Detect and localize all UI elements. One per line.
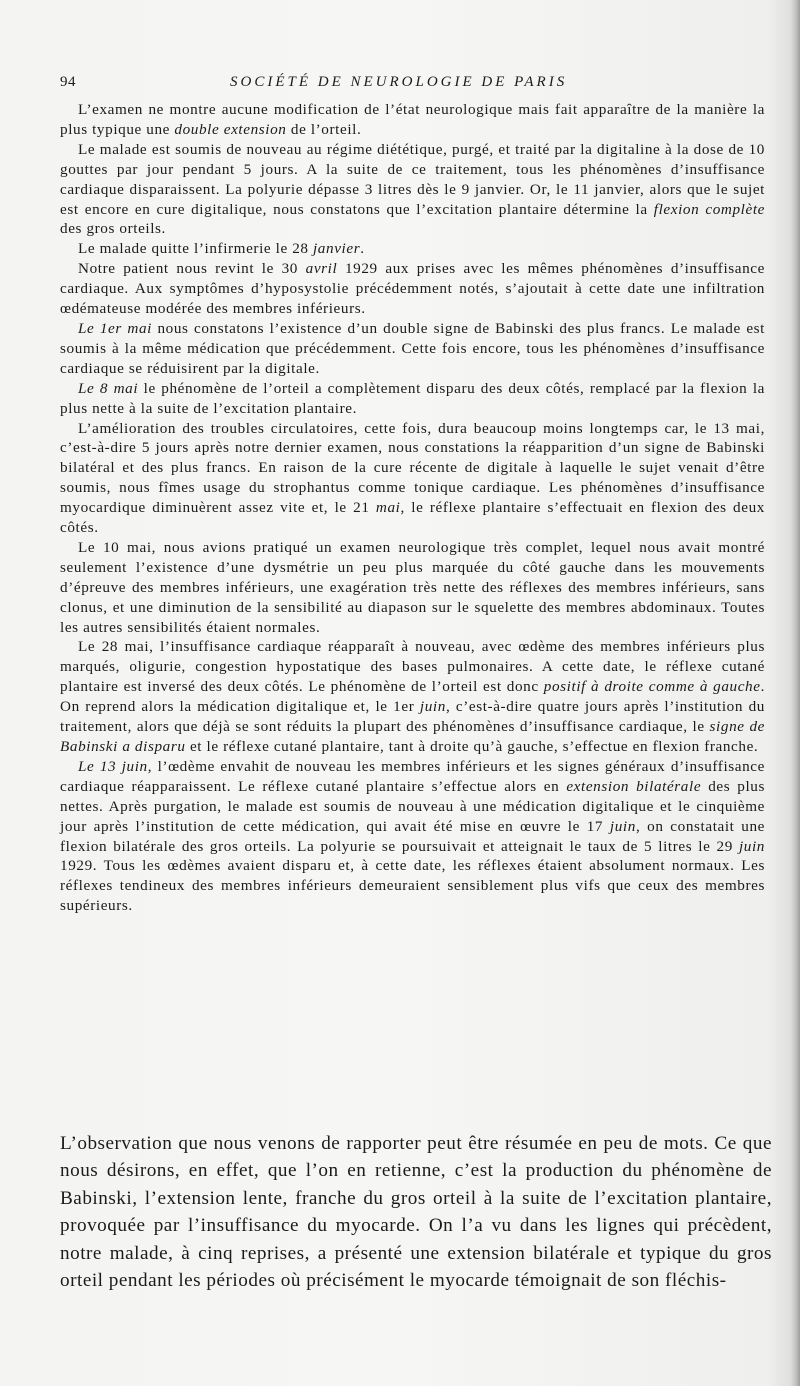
text-segment: , c’est-à-dire quatre jours après l’institution du traitement, alors que déjà se sont réduits la plupart des phénomènes d’insuffisance cardiaque, le xyxy=(60,698,765,736)
text-segment: , l’œdème envahit de nouveau les membres inférieurs et les signes généraux d’insuffisance cardiaque réapparaissent. Le réflexe cutané plantaire s’effectue alors en xyxy=(60,757,765,795)
italic-segment: flexion complète xyxy=(653,200,766,218)
paragraph-1 xyxy=(60,100,765,140)
italic-segment: positif à droite comme à gauche xyxy=(543,678,761,696)
italic-segment: Le 8 mai xyxy=(78,379,139,397)
text-segment: des gros orteils. xyxy=(60,220,166,238)
paragraph-9 xyxy=(60,637,765,756)
text-segment: et le réflexe cutané plantaire, tant à droite qu’à gauche, s’effectue en flexion franche. xyxy=(185,738,759,755)
paragraph-6 xyxy=(60,379,765,419)
text-segment: . On reprend alors la médication digitalique et, le 1er xyxy=(60,678,765,716)
italic-segment: juin xyxy=(738,837,765,855)
paragraph-4 xyxy=(60,259,765,319)
italic-segment: Le 1er mai xyxy=(78,319,152,337)
text-segment: Le 28 mai, l’insuffisance cardiaque réapparaît à nouveau, avec œdème des membres inférieurs plus marqués, oligurie, congestion hypostatique des bases pulmonaires. A cette date, le réflexe cutané plantaire est inversé des deux côtés. Le phénomène de l’orteil est donc xyxy=(60,638,765,696)
text-segment: Notre patient nous revint le 30 xyxy=(78,260,306,278)
italic-segment: juin xyxy=(419,698,446,716)
italic-segment: avril xyxy=(305,260,338,278)
italic-segment: extension bilatérale xyxy=(566,777,702,795)
paragraph-5 xyxy=(60,319,765,379)
running-head: SOCIÉTÉ DE NEUROLOGIE DE PARIS xyxy=(230,74,568,90)
text-segment: 1929. Tous les œdèmes avaient disparu et, à cette date, les réflexes étaient absolument normaux. Les réflexes tendineux des membres inférieurs demeuraient sensiblement plus vifs que ceux des membres supérieurs. xyxy=(60,857,765,915)
text-segment: Le malade quitte l’infirmerie le 28 xyxy=(78,240,313,258)
italic-segment: Le 13 juin xyxy=(78,757,148,775)
text-segment: L’amélioration des troubles circulatoires, cette fois, dura beaucoup moins longtemps car, le 13 mai, c’est-à-dire 5 jours après notre dernier examen, nous constations la réapparition d’un signe de Babinski bilatéral et des plus francs. En raison de la cure récente de digitale à laquelle le sujet venait d’être soumis, nous fîmes usage du strophantus comme tonique cardiaque. Les phénomènes d’insuffisance myocardique diminuèrent assez vite et, le 21 xyxy=(60,419,765,517)
text-segment: 1929 aux prises avec les mêmes phénomènes d’insuffisance cardiaque. Aux symptômes d’hyposystolie précédemment notés, s’ajoutait à cette date une infiltration œdémateuse modérée des membres inférieurs. xyxy=(60,260,765,318)
text-segment: Le malade est soumis de nouveau au régime diététique, purgé, et traité par la digitaline à la dose de 10 gouttes par jour pendant 5 jours. A la suite de ce traitement, tous les phénomènes d’insuffisance cardiaque disparaissent. La polyurie dépasse 3 litres dès le 9 janvier. Or, le 11 janvier, alors que le sujet est encore en cure digitalique, nous constatons que l’excitation plantaire détermine la xyxy=(60,140,765,218)
text-segment: de l’orteil. xyxy=(286,120,362,138)
paragraph-3 xyxy=(60,239,765,259)
italic-segment: signe de Babinski a disparu xyxy=(60,718,766,755)
paragraph-2 xyxy=(60,140,765,240)
italic-segment: janvier xyxy=(312,240,361,258)
italic-segment: juin xyxy=(609,817,636,835)
page-edge-shadow xyxy=(790,0,800,1386)
text-segment: Le 10 mai, nous avions pratiqué un examen neurologique très complet, lequel nous avait montré seulement l’existence d’une dysmétrie un peu plus marquée du côté gauche dans les mouvements d’épreuve des membres inférieurs, une exagération très nette des réflexes des membres inférieurs, sans clonus, et une diminution de la sensibilité au diapason sur le squelette des membres abdominaux. Toutes les autres sensibilités étaient normales. xyxy=(60,538,765,636)
text-segment: L’examen ne montre aucune modification de l’état neurologique mais fait apparaître de la manière la plus typique une xyxy=(60,101,765,138)
text-segment: , le réflexe plantaire s’effectuait en flexion des deux côtés. xyxy=(60,499,765,537)
text-segment: , on constatait une flexion bilatérale des gros orteils. La polyurie se poursuivait et atteignait le taux de 5 litres le 29 xyxy=(60,817,766,855)
summary-paragraph xyxy=(60,1130,772,1294)
text-segment: . xyxy=(360,240,365,258)
page-header xyxy=(60,74,760,94)
paragraph-10 xyxy=(60,757,765,916)
italic-segment: mai xyxy=(375,499,401,517)
text-segment: le phénomène de l’orteil a complètement disparu des deux côtés, remplacé par la flexion la plus nette à la suite de l’excitation plantaire. xyxy=(60,379,765,417)
paragraph-8 xyxy=(60,538,765,638)
summary-text: L’observation que nous venons de rapporter peut être résumée en peu de mots. Ce que nous désirons, en effet, que l’on en retienne, c’est la production du phénomène de Babinski, l’extension lente, franche du gros orteil à la suite de l’excitation plantaire, provoquée par l’insuffisance du myocarde. On l’a vu dans les lignes qui précèdent, notre malade, à cinq reprises, a présenté une extension bilatérale et typique du gros orteil pendant les périodes où précisément le myocarde témoignait de son fléchis- xyxy=(60,1133,772,1292)
case-report-body xyxy=(60,100,765,916)
text-segment: nous constatons l’existence d’un double signe de Babinski des plus francs. Le malade est soumis à la même médication que précédemment. Cette fois encore, tous les phénomènes d’insuffisance cardiaque se réduisirent par la digitale. xyxy=(60,319,765,377)
text-segment: des plus nettes. Après purgation, le malade est soumis de nouveau à une médication digitalique et le cinquième jour après l’institution de cette médication, qui avait été mise en œuvre le 17 xyxy=(60,777,765,835)
paragraph-7 xyxy=(60,419,765,538)
italic-segment: double extension xyxy=(174,120,287,138)
page-number: 94 xyxy=(60,74,76,90)
